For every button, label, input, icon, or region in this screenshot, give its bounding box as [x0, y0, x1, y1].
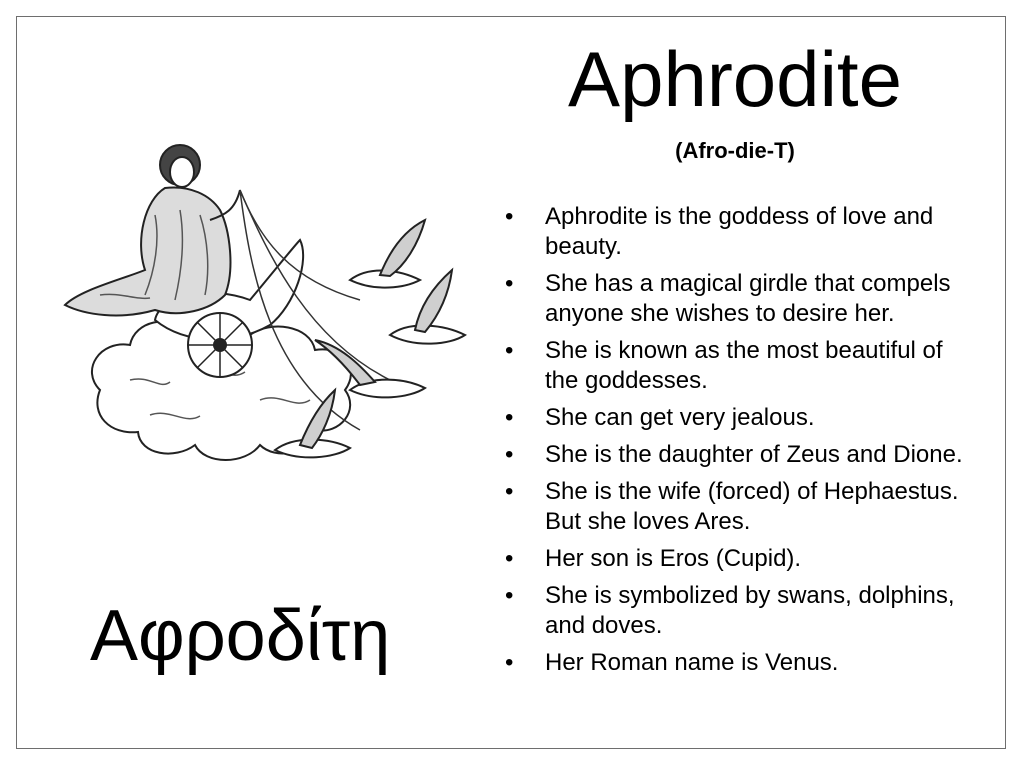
- pronunciation-subtitle: (Afro-die-T): [675, 138, 795, 163]
- aphrodite-chariot-illustration: [60, 120, 490, 520]
- bullet-icon: •: [505, 337, 514, 364]
- list-item: [505, 648, 975, 678]
- greek-name: Αφροδίτη: [90, 596, 391, 676]
- goddess-figure: [65, 145, 240, 315]
- bullet-icon: •: [505, 649, 514, 676]
- fact-text: She is the wife (forced) of Hephaestus. But she loves Ares.: [545, 478, 959, 535]
- list-item: [505, 477, 975, 537]
- list-item: [505, 202, 975, 262]
- fact-list: [505, 202, 975, 685]
- fact-text: Aphrodite is the goddess of love and beauty.: [545, 203, 934, 260]
- bullet-icon: •: [505, 582, 514, 609]
- list-item: [505, 269, 975, 329]
- bullet-icon: •: [505, 545, 514, 572]
- bullet-icon: •: [505, 270, 514, 297]
- bullet-icon: •: [505, 404, 514, 431]
- bullet-icon: •: [505, 478, 514, 505]
- list-item: [505, 403, 975, 433]
- bullet-icon: •: [505, 441, 514, 468]
- list-item: [505, 440, 975, 470]
- fact-text: Her son is Eros (Cupid).: [545, 545, 802, 572]
- page-title: Aphrodite: [568, 35, 902, 123]
- fact-text: She is symbolized by swans, dolphins, and doves.: [545, 582, 955, 639]
- list-item: [505, 544, 975, 574]
- fact-text: She is known as the most beautiful of the goddesses.: [545, 337, 943, 394]
- bullet-icon: •: [505, 203, 514, 230]
- fact-text: She has a magical girdle that compels anyone she wishes to desire her.: [545, 270, 951, 327]
- fact-text: She is the daughter of Zeus and Dione.: [545, 441, 963, 468]
- list-item: [505, 336, 975, 396]
- fact-text: She can get very jealous.: [545, 404, 815, 431]
- list-item: [505, 581, 975, 641]
- fact-text: Her Roman name is Venus.: [545, 649, 839, 676]
